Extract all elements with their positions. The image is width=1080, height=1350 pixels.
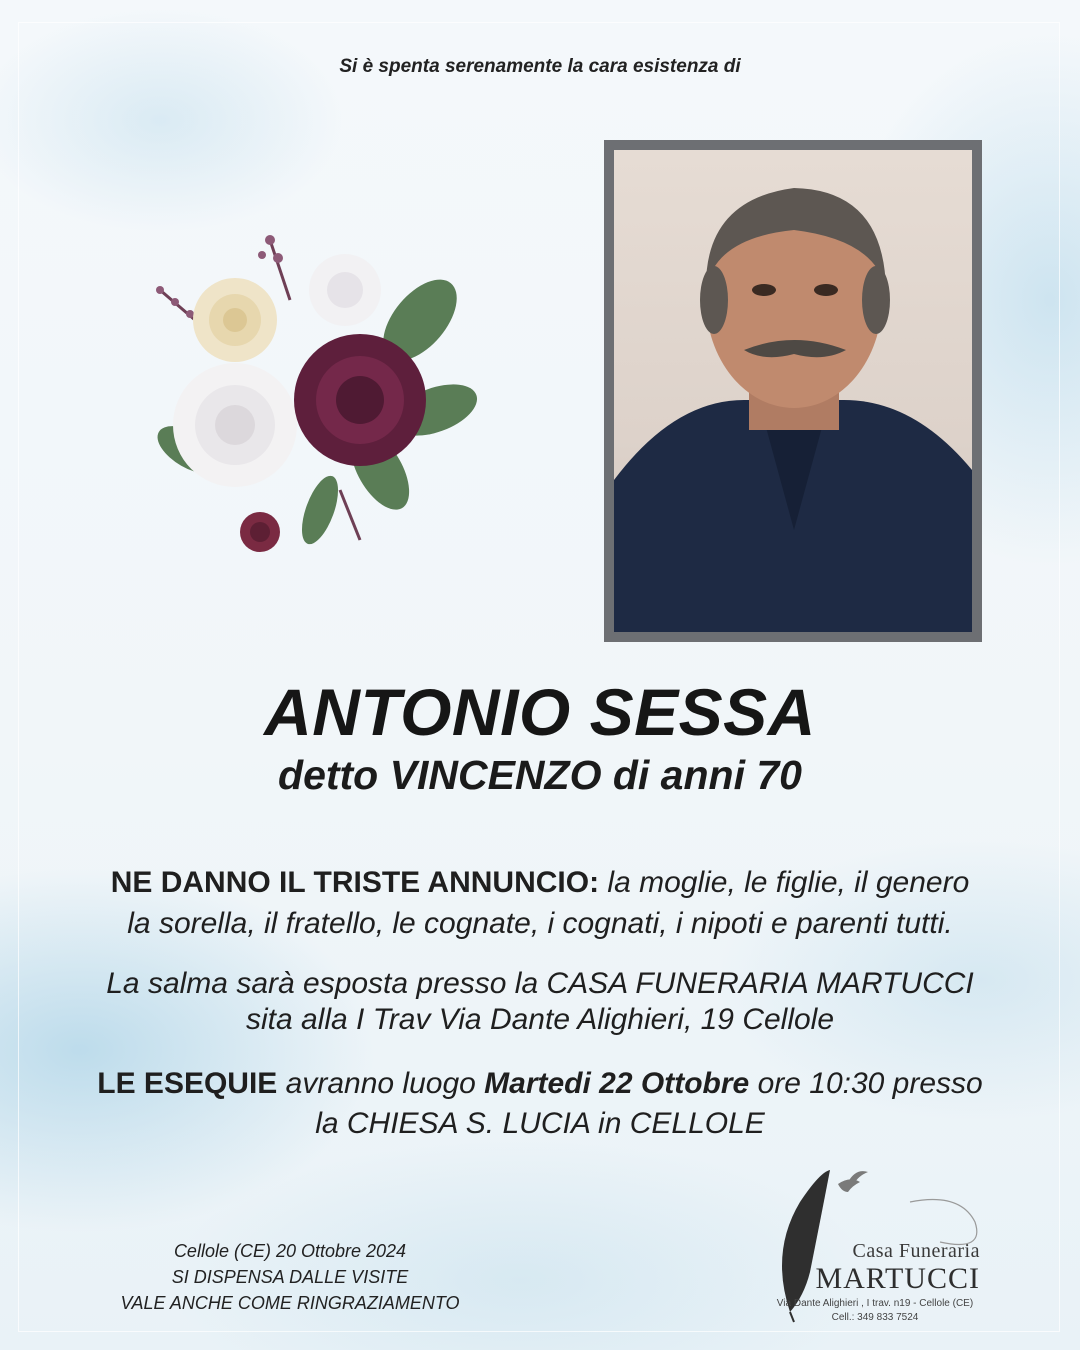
family-label: NE DANNO IL TRISTE ANNUNCIO: bbox=[110, 866, 600, 899]
funeral-date: Martedi 22 Ottobre bbox=[484, 1067, 750, 1100]
funeral-place: la CHIESA S. LUCIA in CELLOLE bbox=[315, 1107, 765, 1140]
logo-title: Casa Funeraria bbox=[852, 1240, 980, 1262]
viewing-line-2: sita alla I Trav Via Dante Alighieri, 19 Cellole bbox=[245, 1003, 835, 1036]
dove-icon bbox=[838, 1171, 868, 1192]
footer-thanks: VALE ANCHE COME RINGRAZIAMENTO bbox=[120, 1293, 460, 1313]
viewing-info bbox=[0, 966, 1080, 1038]
logo-brand: MARTUCCI bbox=[815, 1262, 980, 1295]
logo-phone: Cell.: 349 833 7524 bbox=[831, 1312, 919, 1323]
footer-place-date: Cellole (CE) 20 Ottobre 2024 bbox=[173, 1241, 407, 1261]
funeral-text-1: avranno luogo bbox=[285, 1067, 476, 1100]
funeral-info bbox=[0, 1064, 1080, 1144]
flower-bouquet-image bbox=[120, 210, 480, 570]
footer-no-visits: SI DISPENSA DALLE VISITE bbox=[171, 1267, 409, 1287]
portrait-photo bbox=[614, 150, 972, 632]
family-announcement bbox=[0, 862, 1080, 944]
funeral-text-2: ore 10:30 presso bbox=[757, 1067, 983, 1100]
family-line-1: la moglie, le figlie, il genero bbox=[599, 866, 970, 899]
logo-address: Via Dante Alighieri , I trav. n19 - Cellole (CE) bbox=[776, 1298, 974, 1309]
portrait-figure bbox=[614, 150, 972, 632]
funeral-label: LE ESEQUIE bbox=[97, 1067, 278, 1100]
portrait-frame bbox=[604, 140, 982, 642]
footer-notes bbox=[80, 1238, 500, 1316]
deceased-name: ANTONIO SESSA bbox=[264, 675, 816, 749]
intro-line: Si è spenta serenamente la cara esistenza di bbox=[339, 56, 741, 77]
family-line-2: la sorella, il fratello, le cognate, i cognati, i nipoti e parenti tutti. bbox=[127, 907, 953, 940]
viewing-line-1: La salma sarà esposta presso la CASA FUNERARIA MARTUCCI bbox=[106, 967, 974, 1000]
deceased-nickname-age: detto VINCENZO di anni 70 bbox=[278, 752, 802, 798]
